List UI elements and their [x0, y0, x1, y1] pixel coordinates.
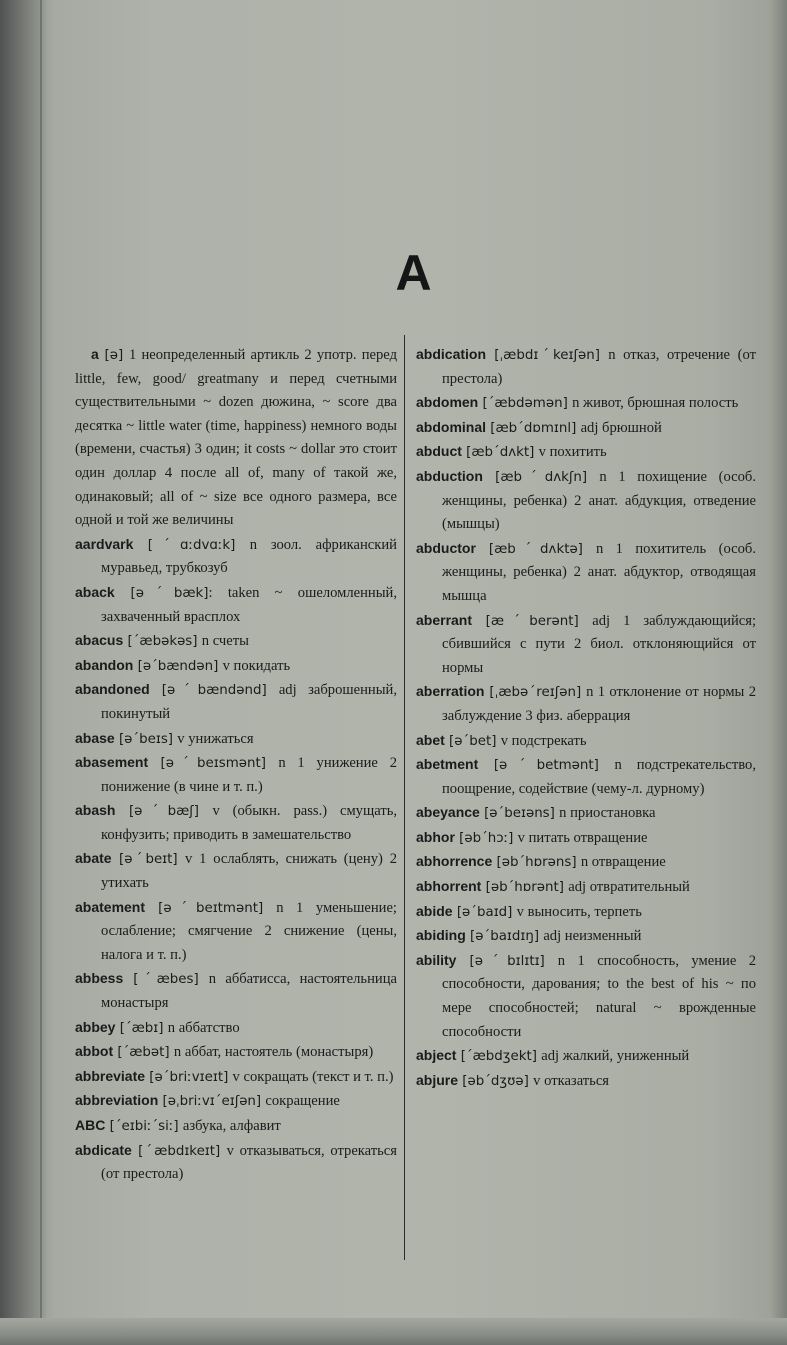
- dictionary-entry: [416, 680, 756, 728]
- entry-definition: n отказ, отречение (от престола): [442, 347, 756, 387]
- dictionary-entry: [75, 629, 397, 654]
- entry-definition: n аббатисса, настоятельница монастыря: [101, 971, 397, 1012]
- entry-definition: adj 1 заблуждающийся; сбившийся с пути 2 биол. отклоняющийся от нормы: [442, 612, 756, 676]
- entry-headword: abjure: [416, 1071, 459, 1088]
- page-bottom-edge: [0, 1318, 787, 1345]
- entry-transcription: [əˊbɪlɪtɪ]: [456, 953, 558, 969]
- dictionary-entry: [416, 537, 756, 609]
- dictionary-entry: [75, 1139, 397, 1187]
- dictionary-entry: [75, 799, 397, 847]
- dictionary-entry: [75, 847, 397, 895]
- dictionary-entry: [416, 875, 756, 900]
- entry-headword: abhorrence: [416, 853, 493, 870]
- entry-transcription: [əˊbeɪs]: [114, 731, 178, 747]
- entry-headword: abdication: [416, 346, 487, 362]
- entry-definition: v 1 ослаблять, снижать (цену) 2 утихать: [101, 851, 397, 892]
- dictionary-entry: [75, 1065, 397, 1090]
- entry-transcription: [əˊbeɪsmənt]: [148, 756, 279, 772]
- entry-transcription: [æbˊdʌktə]: [475, 541, 596, 557]
- entry-transcription: [ˌæbəˊreɪʃən]: [484, 685, 587, 701]
- entry-definition: n 1 похищение (особ. женщины, ребенка) 2 анат. абдукция, отведение (мышцы): [442, 468, 756, 533]
- entry-headword: abetment: [416, 756, 479, 773]
- entry-headword: abductor: [416, 539, 476, 556]
- entry-definition: n подстрекательство, поощрение, содействие (чему-л. дурному): [442, 757, 756, 797]
- entry-definition: v сокращать (текст и т. п.): [232, 1068, 394, 1085]
- entry-transcription: [ˊæbɪ]: [115, 1020, 168, 1036]
- dictionary-entry: [416, 850, 756, 875]
- entry-transcription: [əbˊhɒrənt]: [481, 880, 569, 896]
- page-fold-line: [40, 0, 42, 1345]
- entry-definition: adj неизменный: [543, 928, 642, 945]
- entry-transcription: [ˊɑːdvɑːk]: [133, 537, 250, 553]
- entry-headword: abandon: [75, 656, 134, 673]
- entry-transcription: [əˊbet]: [444, 733, 501, 749]
- entry-definition: n аббатство: [167, 1019, 240, 1036]
- column-divider: [404, 335, 405, 1260]
- entry-transcription: [əˊbeɪəns]: [479, 806, 560, 822]
- entry-transcription: [əˌbriːvɪˊeɪʃən]: [158, 1094, 266, 1110]
- dictionary-entry: [75, 1089, 397, 1114]
- dictionary-entry: [416, 391, 756, 416]
- entry-headword: abdomen: [416, 394, 479, 411]
- entry-transcription: [əbˊhɒrəns]: [492, 855, 581, 871]
- entry-transcription: [əˊbaɪd]: [452, 904, 517, 920]
- dictionary-entry: [75, 581, 397, 629]
- entry-transcription: [æbˊdʌkt]: [461, 445, 539, 461]
- entry-headword: abeyance: [416, 804, 480, 821]
- entry-headword: abate: [75, 850, 112, 867]
- entry-headword: abhor: [416, 828, 455, 845]
- right-column: [416, 343, 756, 1093]
- dictionary-entry: [416, 343, 756, 391]
- entry-definition: v (обыкн. pass.) смущать, конфузить; приводить в замешательство: [101, 803, 397, 843]
- entry-transcription: [ə]: [98, 348, 129, 363]
- dictionary-entry: [75, 896, 397, 968]
- entry-definition: v отказываться, отрекаться (от престола): [101, 1142, 397, 1183]
- entry-transcription: [əˊbæk]: [114, 585, 209, 601]
- dictionary-entry: [75, 1114, 397, 1139]
- entry-transcription: [ˊæbət]: [113, 1045, 174, 1061]
- entry-definition: v отказаться: [533, 1072, 610, 1089]
- entry-headword: abide: [416, 902, 453, 919]
- dictionary-entry: [75, 727, 397, 752]
- entry-transcription: [ˊæbdɪkeɪt]: [131, 1143, 227, 1159]
- entry-transcription: [ˊæbdʒekt]: [456, 1049, 542, 1065]
- entry-headword: aback: [75, 583, 115, 600]
- dictionary-entry: [416, 609, 756, 681]
- entry-transcription: [əˊbetmənt]: [478, 758, 615, 774]
- dictionary-entry: [416, 1069, 756, 1094]
- entry-headword: ABC: [75, 1117, 106, 1133]
- dictionary-entry: [416, 900, 756, 925]
- entry-definition: n 1 унижение 2 понижение (в чине и т. п.): [101, 755, 397, 795]
- dictionary-entry: [75, 533, 397, 581]
- entry-headword: aberration: [416, 683, 485, 700]
- entry-headword: a: [91, 346, 99, 362]
- dictionary-entry: [75, 654, 397, 679]
- entry-headword: abbot: [75, 1043, 114, 1060]
- page-right-edge: [770, 0, 787, 1345]
- dictionary-entry: [416, 416, 756, 441]
- entry-headword: aberrant: [416, 611, 473, 628]
- entry-definition: adj брюшной: [580, 419, 662, 436]
- dictionary-entry: [416, 826, 756, 851]
- entry-definition: n 1 способность, умение 2 способности, дарования; to the best of his ~ по мере способностей; natural ~ врожденные способности: [442, 952, 756, 1040]
- entry-definition: adj заброшенный, покинутый: [101, 682, 397, 722]
- entry-transcription: [ˊæbəkəs]: [123, 634, 202, 650]
- entry-headword: abasement: [75, 754, 149, 771]
- dictionary-entry: [416, 924, 756, 949]
- dictionary-entry: [416, 949, 756, 1044]
- entry-headword: abatement: [75, 898, 146, 915]
- entry-definition: n аббат, настоятель (монастыря): [173, 1044, 374, 1061]
- entry-headword: abdicate: [75, 1141, 132, 1158]
- entry-definition: : taken ~ ошеломленный, захваченный врасплох: [101, 584, 397, 625]
- entry-definition: n 1 уменьшение; ослабление; смягчение 2 снижение (цены, налога и т. п.): [101, 899, 397, 963]
- entry-definition: v выносить, терпеть: [516, 903, 642, 920]
- entry-transcription: [ˊæbes]: [123, 972, 209, 988]
- entry-headword: abash: [75, 802, 116, 819]
- entry-headword: abbreviate: [75, 1067, 146, 1084]
- entry-headword: ability: [416, 951, 457, 968]
- entry-headword: abase: [75, 729, 115, 746]
- dictionary-entry: [416, 1044, 756, 1069]
- entry-transcription: [ˌæbdɪˊkeɪʃən]: [486, 348, 609, 363]
- entry-transcription: [əˊbæʃ]: [115, 804, 213, 820]
- dictionary-entry: [416, 801, 756, 826]
- dictionary-entry: [416, 729, 756, 754]
- entry-transcription: [əbˊhɔː]: [454, 830, 518, 846]
- dictionary-entry: [75, 678, 397, 726]
- entry-definition: v покидать: [222, 657, 291, 674]
- entry-definition: n приостановка: [559, 805, 656, 822]
- dictionary-entry: [416, 440, 756, 465]
- entry-definition: сокращение: [265, 1093, 340, 1110]
- left-column: [75, 343, 397, 1187]
- entry-headword: abacus: [75, 632, 124, 649]
- entry-definition: v питать отвращение: [517, 829, 648, 846]
- dictionary-entry: [75, 967, 397, 1015]
- entry-definition: n 1 похититель (особ. женщины, ребенка) 2 анат. абдуктор, отводящая мышца: [442, 540, 756, 604]
- entry-transcription: [æˊberənt]: [472, 613, 593, 629]
- entry-transcription: [əˊbeɪtmənt]: [145, 900, 277, 916]
- entry-definition: adj жалкий, униженный: [541, 1048, 690, 1065]
- entry-headword: abduction: [416, 467, 483, 484]
- dictionary-entry: [75, 1016, 397, 1041]
- entry-headword: abduct: [416, 443, 462, 460]
- dictionary-entry: [416, 753, 756, 801]
- entry-definition: n живот, брюшная полость: [572, 395, 739, 412]
- section-letter-heading: A: [395, 245, 432, 301]
- entry-headword: abet: [416, 731, 445, 748]
- entry-transcription: [ˊæbdəmən]: [478, 396, 573, 412]
- entry-definition: adj отвратительный: [568, 879, 690, 896]
- entry-headword: abbess: [75, 970, 124, 987]
- dictionary-entry: [75, 1040, 397, 1065]
- entry-transcription: [əˊbaɪdɪŋ]: [465, 929, 544, 945]
- dictionary-entry: [75, 343, 397, 533]
- entry-definition: n отвращение: [580, 854, 666, 871]
- entry-transcription: [əˊbriːvɪeɪt]: [145, 1069, 233, 1085]
- entry-transcription: [ˊeɪbiːˊsiː]: [105, 1119, 183, 1134]
- entry-definition: 1 неопределенный артикль 2 употр. перед little, few, good/ greatmany и перед счетными существительными ~ dozen дюжина, ~ score два десятка ~ little water (time, happiness) немного воды (времени, счастья) 3 один; it costs ~ dollar это стоит один доллар 4 после all of, many of такой же, одинаковый; all of ~ size все одного размера, все одной и той же величины: [75, 347, 398, 529]
- entry-definition: n счеты: [201, 633, 249, 650]
- dictionary-entry: [416, 465, 756, 537]
- entry-headword: aardvark: [75, 535, 134, 552]
- entry-transcription: [əˊbændən]: [133, 658, 223, 674]
- entry-definition: n зоол. африканский муравьед, трубкозуб: [101, 536, 397, 577]
- entry-headword: abhorrent: [416, 878, 482, 895]
- entry-transcription: [əˊbeɪt]: [111, 852, 186, 868]
- entry-transcription: [æbˊdʌkʃn]: [482, 469, 600, 485]
- entry-headword: abiding: [416, 927, 466, 944]
- entry-headword: abdominal: [416, 418, 487, 435]
- entry-definition: n 1 отклонение от нормы 2 заблуждение 3 физ. аберрация: [442, 684, 757, 724]
- entry-headword: abbreviation: [75, 1092, 159, 1109]
- entry-definition: v похитить: [538, 444, 607, 461]
- entry-definition: v унижаться: [177, 730, 254, 747]
- entry-transcription: [əbˊdʒʊə]: [458, 1073, 534, 1089]
- entry-transcription: [əˊbændənd]: [149, 683, 279, 699]
- entry-headword: abandoned: [75, 681, 150, 698]
- entry-definition: v подстрекать: [500, 732, 587, 749]
- entry-definition: азбука, алфавит: [182, 1118, 281, 1134]
- entry-transcription: [æbˊdɒmɪnl]: [486, 420, 581, 436]
- dictionary-entry: [75, 751, 397, 799]
- entry-headword: abbey: [75, 1018, 116, 1035]
- entry-headword: abject: [416, 1047, 457, 1064]
